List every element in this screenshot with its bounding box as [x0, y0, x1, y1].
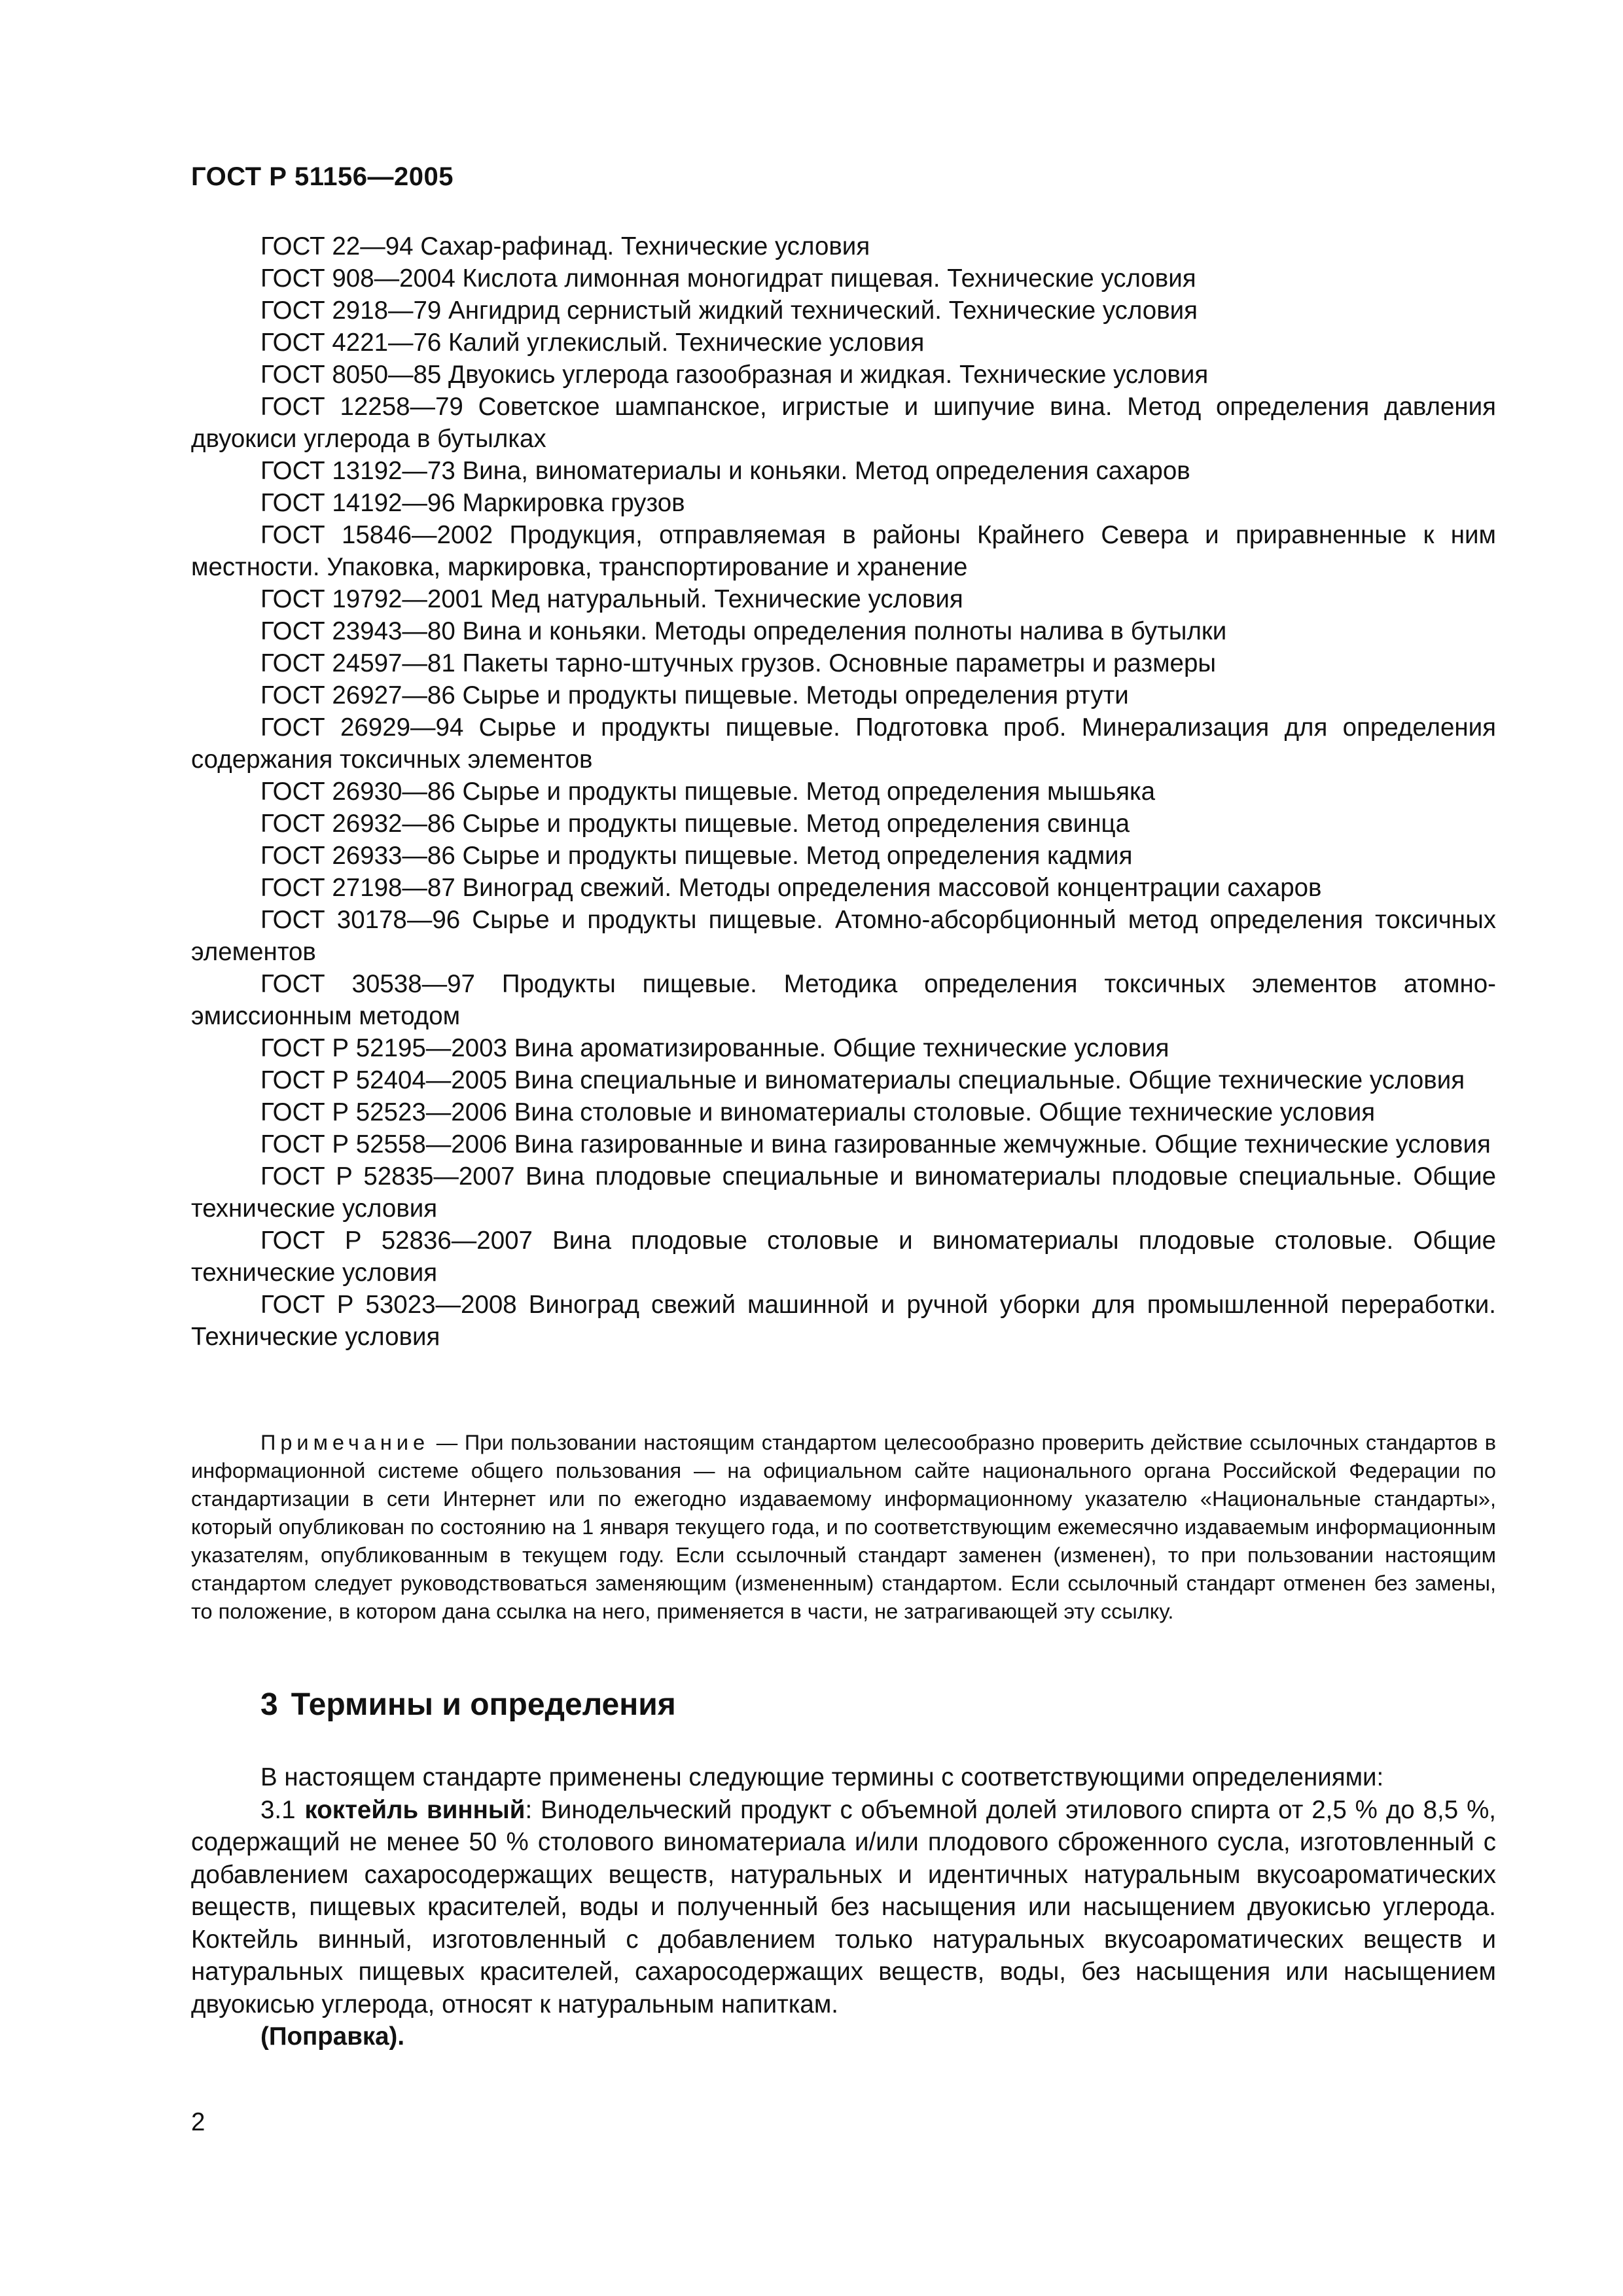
term-definition-paragraph	[191, 1794, 1496, 2021]
reference-item: ГОСТ 15846—2002 Продукция, отправляемая в районы Крайнего Севера и приравненные к ним местности. Упаковка, маркировка, транспортирование и хранение	[191, 521, 1496, 581]
reference-item: ГОСТ 8050—85 Двуокись углерода газообразная и жидкая. Технические условия	[260, 361, 1209, 389]
page-number: 2	[191, 2108, 205, 2136]
reference-item: ГОСТ 12258—79 Советское шампанское, игристые и шипучие вина. Метод определения давления двуокиси углерода в бутылках	[191, 393, 1496, 453]
term-definition-text: : Винодельческий продукт с объемной долей этилового спирта от 2,5 % до 8,5 %, содержащий не менее 50 % столового виноматериала и/или плодового сброженного сусла, изготовленный с добавлением сахаросодержащих веществ, натуральных и идентичных натуральным вкусоароматических веществ, пищевых красителей, воды и полученный без насыщения или насыщением двуокисью углерода. Коктейль винный, изготовленный с добавлением только натуральных вкусоароматических веществ и натуральных пищевых красителей, сахаросодержащих веществ, воды, без насыщения или насыщением двуокисью углерода, относят к натуральным напиткам.	[191, 1795, 1496, 2018]
reference-item: ГОСТ Р 53023—2008 Виноград свежий машинной и ручной уборки для промышленной переработки. Технические условия	[191, 1291, 1496, 1351]
reference-item: ГОСТ 22—94 Сахар-рафинад. Технические условия	[260, 232, 870, 260]
note-text: — При пользовании настоящим стандартом целесообразно проверить действие ссылочных стандартов в информационной системе общего пользования — на официальном сайте национального органа Российской Федерации по стандартизации в сети Интернет или по ежегодно издаваемому информационному указателю «Национальные стандарты», который опубликован по состоянию на 1 января текущего года, и по соответствующим ежемесячно издаваемым информационным указателям, опубликованным в текущем году. Если ссылочный стандарт заменен (изменен), то при пользовании настоящим стандартом следует руководствоваться заменяющим (измененным) стандартом. Если ссылочный стандарт отменен без замены, то положение, в котором дана ссылка на него, применяется в части, не затрагивающей эту ссылку.	[191, 1431, 1496, 1623]
reference-item: ГОСТ Р 52404—2005 Вина специальные и виноматериалы специальные. Общие технические условия	[260, 1066, 1465, 1094]
section-body	[191, 1761, 1496, 2053]
note-label: Примечание	[260, 1431, 430, 1454]
reference-item: ГОСТ 908—2004 Кислота лимонная моногидрат пищевая. Технические условия	[260, 264, 1196, 293]
section-heading	[260, 1687, 676, 1723]
reference-item: ГОСТ 26933—86 Сырье и продукты пищевые. Метод определения кадмия	[260, 842, 1133, 870]
note-paragraph	[191, 1429, 1496, 1626]
section-number: 3	[260, 1687, 278, 1722]
amendment-note: (Поправка).	[260, 2022, 405, 2051]
reference-item: ГОСТ 26929—94 Сырье и продукты пищевые. Подготовка проб. Минерализация для определения содержания токсичных элементов	[191, 713, 1496, 774]
reference-item: ГОСТ 30538—97 Продукты пищевые. Методика определения токсичных элементов атомно-эмиссионным методом	[191, 970, 1496, 1030]
term-number: 3.1	[260, 1795, 296, 1824]
reference-item: ГОСТ 23943—80 Вина и коньяки. Методы определения полноты налива в бутылки	[260, 617, 1227, 645]
section-intro: В настоящем стандарте применены следующие термины с соответствующими определениями:	[260, 1763, 1384, 1791]
reference-item: ГОСТ 2918—79 Ангидрид сернистый жидкий технический. Технические условия	[260, 296, 1198, 325]
reference-item: ГОСТ 19792—2001 Мед натуральный. Технические условия	[260, 585, 963, 613]
section-title-text: Термины и определения	[291, 1687, 676, 1722]
reference-item: ГОСТ 26927—86 Сырье и продукты пищевые. Методы определения ртути	[260, 681, 1129, 709]
reference-item: ГОСТ Р 52523—2006 Вина столовые и виноматериалы столовые. Общие технические условия	[260, 1098, 1376, 1126]
reference-item: ГОСТ 13192—73 Вина, виноматериалы и коньяки. Метод определения сахаров	[260, 457, 1190, 485]
reference-item: ГОСТ 26932—86 Сырье и продукты пищевые. Метод определения свинца	[260, 810, 1130, 838]
reference-item: ГОСТ 26930—86 Сырье и продукты пищевые. Метод определения мышьяка	[260, 778, 1156, 806]
reference-item: ГОСТ Р 52558—2006 Вина газированные и вина газированные жемчужные. Общие технические условия	[260, 1130, 1491, 1158]
reference-item: ГОСТ 14192—96 Маркировка грузов	[260, 489, 685, 517]
document-code-header: ГОСТ Р 51156—2005	[191, 162, 454, 191]
reference-item: ГОСТ 4221—76 Калий углекислый. Технические условия	[260, 329, 925, 357]
reference-item: ГОСТ Р 52836—2007 Вина плодовые столовые и виноматериалы плодовые столовые. Общие технические условия	[191, 1227, 1496, 1287]
reference-item: ГОСТ 30178—96 Сырье и продукты пищевые. Атомно-абсорбционный метод определения токсичных элементов	[191, 906, 1496, 966]
reference-item: ГОСТ Р 52195—2003 Вина ароматизированные. Общие технические условия	[260, 1034, 1169, 1062]
reference-item: ГОСТ 27198—87 Виноград свежий. Методы определения массовой концентрации сахаров	[260, 874, 1322, 902]
reference-item: ГОСТ Р 52835—2007 Вина плодовые специальные и виноматериалы плодовые специальные. Общие технические условия	[191, 1162, 1496, 1223]
reference-item: ГОСТ 24597—81 Пакеты тарно-штучных грузов. Основные параметры и размеры	[260, 649, 1217, 677]
normative-references-list	[191, 230, 1496, 1353]
term-name: коктейль винный	[304, 1795, 526, 1824]
